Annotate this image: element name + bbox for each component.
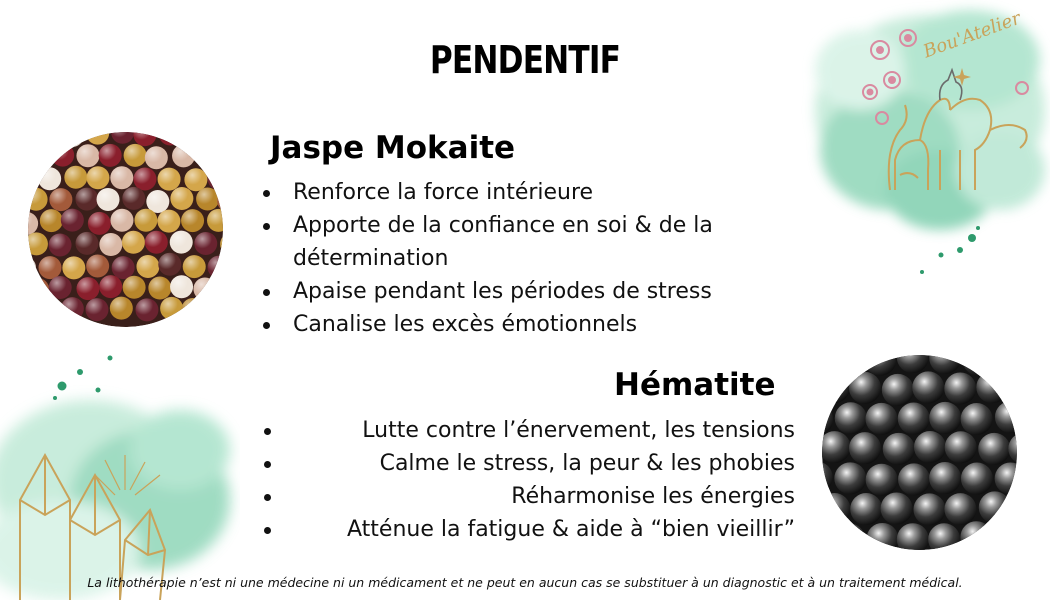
bead (961, 463, 993, 495)
bead (882, 374, 914, 406)
bead-shine (145, 231, 168, 254)
bead (38, 300, 61, 323)
bead (849, 372, 881, 404)
bead-shine (193, 277, 216, 300)
bead-shine (157, 210, 180, 233)
bead-shine (183, 255, 206, 278)
bead-shine (160, 297, 183, 320)
bead-shine (97, 188, 120, 211)
bead (205, 299, 223, 322)
bead-shine (122, 187, 145, 210)
bead-shine (75, 188, 98, 211)
logo-text: Bou'Atelier (920, 7, 1024, 63)
list-item: Canalise les excès émotionnels (293, 308, 813, 341)
bead-shine (148, 277, 171, 300)
bead-shine (110, 209, 133, 232)
bead-shine (110, 166, 133, 189)
bead-shine (184, 168, 207, 191)
bead-shine (170, 187, 193, 210)
bead (883, 433, 915, 465)
bead (866, 464, 898, 496)
bead (181, 132, 204, 147)
bead-shine (38, 256, 61, 279)
stone-title-jaspe-mokaite: Jaspe Mokaite (270, 130, 516, 166)
bead (195, 144, 218, 167)
bead-shine (219, 143, 223, 166)
bead (945, 431, 977, 463)
bead-shine (76, 144, 99, 167)
bead-shine (194, 232, 217, 255)
bead-shine (196, 188, 219, 211)
bead-shine (49, 234, 72, 257)
bead-shine (28, 132, 37, 146)
bead (866, 403, 898, 435)
bead (978, 433, 1010, 465)
bead-shine (37, 132, 60, 145)
list-item: Atténue la fatigue & aide à “bien vieillir” (264, 513, 795, 546)
bead-shine (62, 256, 85, 279)
bead-shine (49, 276, 72, 299)
bead-shine (112, 256, 135, 279)
bead-shine (205, 299, 223, 322)
bead-shine (40, 209, 63, 232)
bead (37, 132, 60, 145)
bead (1011, 374, 1017, 406)
bead (1010, 491, 1017, 523)
bead (929, 462, 961, 494)
list-item: Réharmonise les énergies (264, 480, 795, 513)
bead (913, 493, 945, 525)
bead-shine (124, 144, 147, 167)
bead (822, 524, 835, 550)
bead-shine (133, 167, 156, 190)
bead (834, 462, 866, 494)
bead (881, 492, 913, 524)
stone-title-hematite: Hématite (614, 367, 776, 403)
bead (219, 143, 223, 166)
list-item: Renforce la force intérieure (293, 176, 813, 209)
list-item: Calme le stress, la peur & les phobies (264, 447, 795, 480)
page-title: PENDENTIF (429, 38, 621, 82)
bead (992, 355, 1017, 375)
bead-shine (181, 298, 204, 321)
list-item: Apporte de la confiance en soi & de la détermination (293, 209, 813, 275)
bead-shine (158, 168, 181, 191)
bead-shine (38, 167, 61, 190)
bead (822, 355, 834, 375)
hematite-beads-image (822, 355, 1017, 550)
bead (28, 297, 39, 320)
list-item: Apaise pendant les périodes de stress (293, 275, 813, 308)
bead-shine (134, 209, 157, 232)
bead (944, 372, 976, 404)
bead-shine (49, 188, 72, 211)
bead-shine (170, 231, 193, 254)
bead (898, 463, 930, 495)
disclaimer-text: La lithothérapie n’est ni une médecine ni un médicament et ne peut en aucun cas se substituer à un diagnostic et à un traitement médical. (87, 575, 963, 590)
bead-shine (28, 144, 48, 167)
bead (898, 403, 930, 435)
bead-shine (135, 298, 158, 321)
bead (944, 493, 976, 525)
bead (914, 431, 946, 463)
bead-shine (99, 233, 122, 256)
bead-shine (122, 231, 145, 254)
jaspe-mokaite-benefits-list (293, 176, 813, 341)
bead (994, 522, 1017, 550)
bead-shine (86, 298, 109, 321)
bead-shine (64, 166, 87, 189)
bead (849, 432, 881, 464)
bead-shine (158, 253, 181, 276)
bead-shine (38, 300, 61, 323)
bead-shine (99, 144, 122, 167)
bead-shine (170, 275, 193, 298)
bead-shine (28, 165, 37, 188)
hematite-benefits-list (264, 414, 795, 546)
bead-shine (110, 297, 133, 320)
bead-shine (86, 254, 109, 277)
bead-shine (220, 277, 223, 300)
bead (850, 493, 882, 525)
bead-shine (76, 277, 99, 300)
bead (220, 277, 223, 300)
bead (835, 355, 867, 375)
bead (912, 371, 944, 403)
bead (28, 144, 48, 167)
bead-shine (88, 212, 111, 235)
bead-shine (123, 276, 146, 299)
bead-shine (75, 232, 98, 255)
bead (979, 491, 1011, 523)
bead (835, 402, 867, 434)
bead-shine (86, 166, 109, 189)
bead (929, 402, 961, 434)
bead (205, 132, 223, 145)
bead-shine (99, 275, 122, 298)
bead-shine (61, 297, 84, 320)
bead-shine (172, 144, 195, 167)
bead (28, 132, 37, 146)
bead-shine (181, 209, 204, 232)
bead-shine (181, 132, 204, 147)
list-item: Lutte contre l’énervement, les tensions (264, 414, 795, 447)
jaspe-mokaite-beads-image (28, 132, 223, 327)
bead (961, 403, 993, 435)
bead-shine (145, 146, 168, 169)
bead (28, 165, 37, 188)
bead-shine (61, 209, 84, 232)
bead-shine (136, 255, 159, 278)
bead (976, 371, 1008, 403)
bead-shine (195, 144, 218, 167)
bead-shine (205, 132, 223, 145)
bead-shine (28, 297, 39, 320)
bead-shine (51, 144, 74, 167)
crystal-watercolor-decoration (0, 350, 240, 600)
